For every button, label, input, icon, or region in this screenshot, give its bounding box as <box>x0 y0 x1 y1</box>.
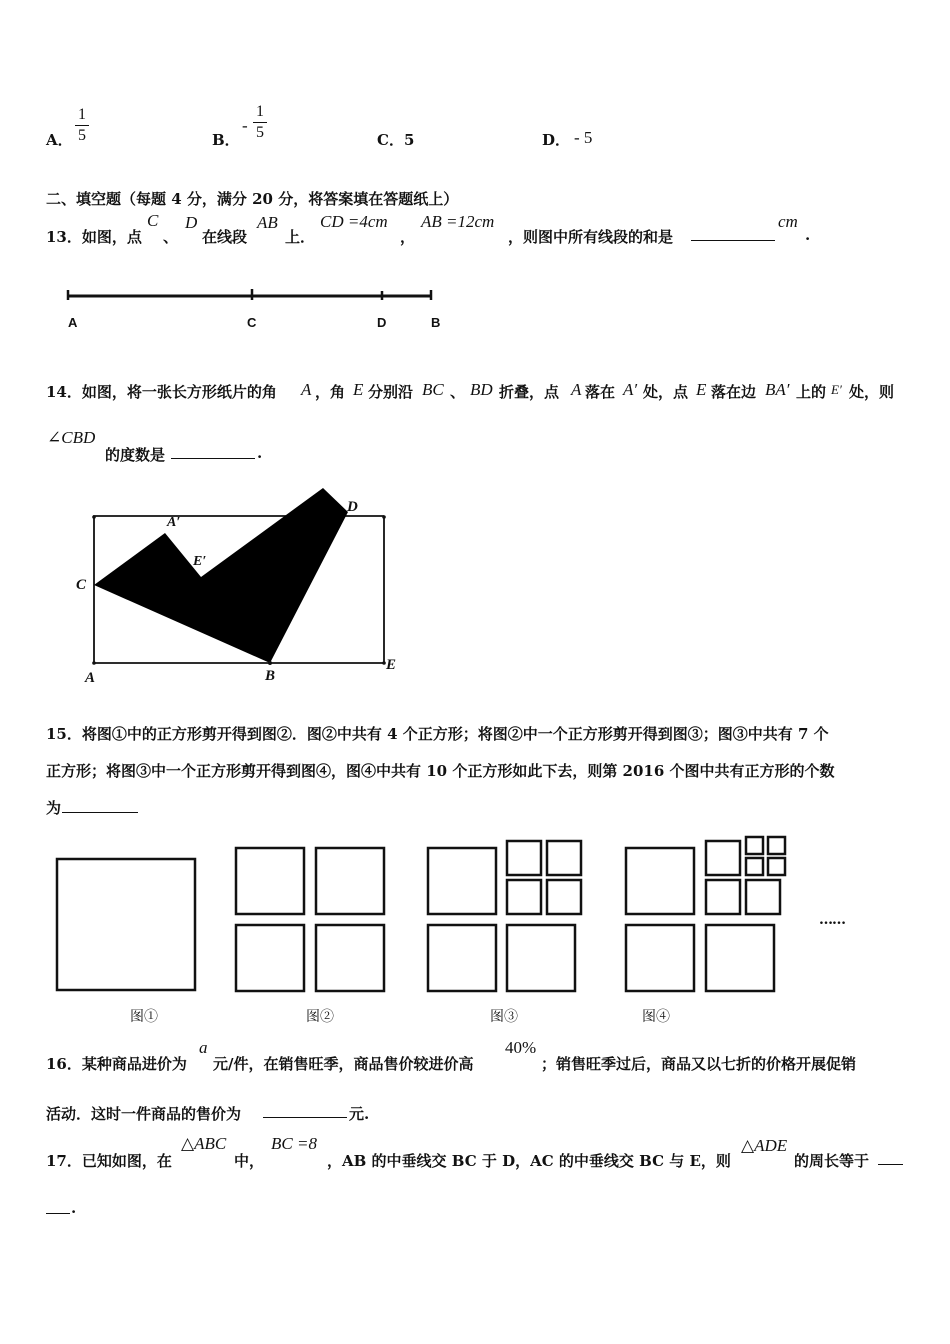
q17-text-1: 17．已知如图，在 <box>46 1152 172 1170</box>
q13-eq2: AB =12cm <box>421 212 495 231</box>
q13-mid: 在线段 <box>202 228 248 246</box>
q16-text-2: 元/件，在销售旺季，商品售价较进价高 <box>213 1055 474 1073</box>
q14-text-1: 14．如图，将一张长方形纸片的角 <box>46 383 277 401</box>
q14-label-a: A <box>85 670 96 686</box>
q15-caption-2: 图② <box>306 1009 334 1025</box>
q14-end: . <box>257 444 263 462</box>
q14-text-3: 分别沿 <box>368 383 414 401</box>
q14-e: E <box>353 380 364 399</box>
q13-sep: 、 <box>163 228 179 246</box>
q14-text-4: 、 <box>450 383 466 401</box>
q14-text-5: 折叠，点 <box>499 383 560 401</box>
q13-tail: ，则图中所有线段的和是 <box>508 228 674 246</box>
q14-ba-prime: BA′ <box>765 380 790 399</box>
q15-line-1: 15．将图①中的正方形剪开得到图②．图②中共有 4 个正方形；将图②中一个正方形剪开得到图③；图③中共有 7 个 <box>46 725 829 743</box>
q17-text-4: 的周长等于 <box>794 1152 870 1170</box>
q13-eq1: CD =4cm <box>320 212 388 231</box>
option-a-label: A． <box>46 131 73 149</box>
q13-point-c: C <box>147 211 159 230</box>
q14-text-10: 处，则 <box>849 383 895 401</box>
q17-text-3: ，AB 的中垂线交 BC 于 D，AC 的中垂线交 BC 与 E，则 <box>327 1152 731 1170</box>
q13-label-d: D <box>377 315 387 330</box>
q16-text-1: 16．某种商品进价为 <box>46 1055 187 1073</box>
q16-text-3: ；销售旺季过后，商品又以七折的价格开展促销 <box>541 1055 857 1073</box>
q17-answer-blank-2[interactable] <box>46 1199 70 1214</box>
q13-segment-ab: AB <box>257 213 278 232</box>
option-b-numerator: 1 <box>256 103 264 120</box>
q14-angle: ∠CBD <box>47 428 96 447</box>
q13-unit: cm <box>778 212 798 231</box>
section-heading: 二、填空题（每题 4 分，满分 20 分，将答案填在答题纸上） <box>46 190 459 208</box>
option-c-label: C．5 <box>377 131 415 149</box>
option-b-sign: - <box>242 116 248 135</box>
q17-text-2: 中， <box>234 1152 265 1170</box>
q14-label-b: B <box>265 668 276 684</box>
q14-label-e: E <box>386 657 397 673</box>
q16-line-2: 活动．这时一件商品的售价为 <box>46 1105 242 1123</box>
q14-text-9: 上的 <box>796 383 827 401</box>
q14-label-e-prime: E′ <box>193 554 207 569</box>
q16-unit: 元. <box>349 1105 370 1123</box>
q17-triangle-abc: △ABC <box>181 1134 227 1153</box>
option-d-value: - 5 <box>574 128 593 147</box>
q16-answer-blank[interactable] <box>263 1103 347 1118</box>
q14-text-8: 落在边 <box>711 383 757 401</box>
option-a-denominator: 5 <box>78 127 86 144</box>
q14-e2: E <box>696 380 707 399</box>
q13-prefix: 13．如图，点 <box>46 228 142 246</box>
q14-a-prime: A′ <box>623 380 638 399</box>
q14-a: A <box>301 380 312 399</box>
q15-line-2: 正方形；将图③中一个正方形剪开得到图④，图④中共有 10 个正方形如此下去，则第 2016 个图中共有正方形的个数 <box>46 762 835 780</box>
q14-label-d: D <box>347 499 358 515</box>
q17-end: . <box>71 1199 77 1217</box>
q13-label-b: B <box>431 315 441 330</box>
q14-text-2: ，角 <box>315 383 346 401</box>
q15-caption-1: 图① <box>130 1009 158 1025</box>
q14-a2: A <box>571 380 582 399</box>
q17-eq: BC =8 <box>271 1134 317 1153</box>
q14-label-a-prime: A′ <box>167 515 181 530</box>
q14-text-6: 落在 <box>585 383 616 401</box>
q13-comma: ， <box>400 228 416 246</box>
q15-caption-3: 图③ <box>490 1009 518 1025</box>
option-a-numerator: 1 <box>78 106 86 123</box>
q14-e-prime: E′ <box>831 382 842 397</box>
option-b-denominator: 5 <box>256 124 264 141</box>
fig1-square <box>57 859 195 990</box>
q13-point-d: D <box>185 213 198 232</box>
q17-triangle-ade: △ADE <box>741 1136 788 1155</box>
q17-answer-blank-1[interactable] <box>878 1150 903 1165</box>
q14-bc: BC <box>422 380 444 399</box>
q15-caption-4: 图④ <box>642 1009 670 1025</box>
q16-percent: 40% <box>505 1038 537 1057</box>
q13-label-a: A <box>68 315 78 330</box>
q13-up: 上． <box>285 228 316 246</box>
option-d-label: D． <box>542 131 571 149</box>
q15-line-3: 为 <box>46 799 62 817</box>
q14-text-11: 的度数是 <box>105 446 166 464</box>
q13-label-c: C <box>247 315 257 330</box>
q14-text-7: 处，点 <box>643 383 689 401</box>
q14-bd: BD <box>470 380 493 399</box>
q13-end: . <box>805 226 811 244</box>
q15-ellipsis: …… <box>819 912 845 928</box>
option-b-label: B． <box>212 131 240 149</box>
q14-label-c: C <box>76 577 87 593</box>
q16-var-a: a <box>199 1038 208 1057</box>
